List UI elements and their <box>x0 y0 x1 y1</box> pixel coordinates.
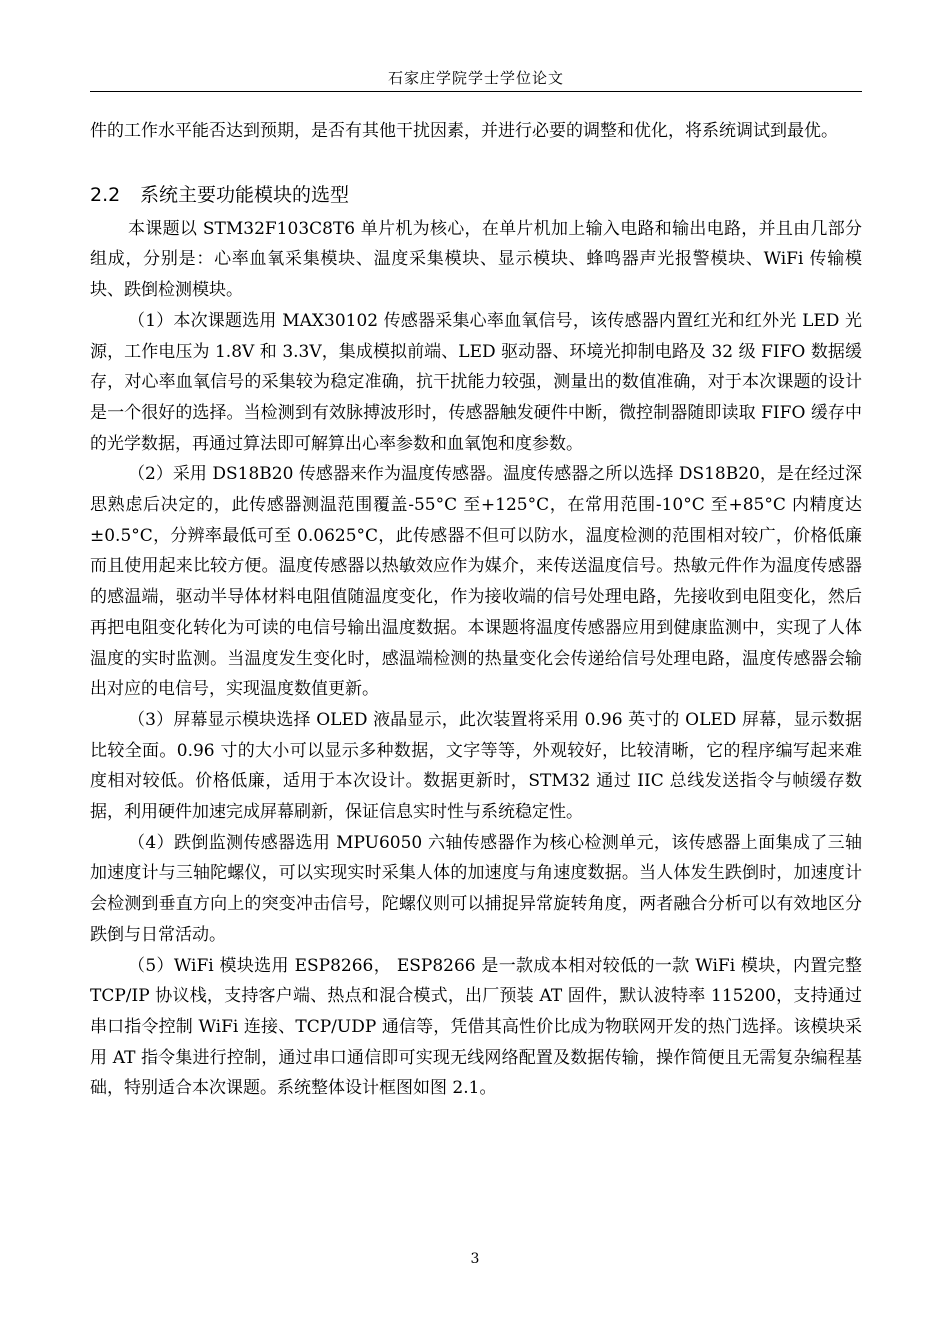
body-text <box>90 116 862 1104</box>
paragraph-intro: 本课题以 STM32F103C8T6 单片机为核心，在单片机加上输入电路和输出电路，并且由几部分组成，分别是：心率血氧采集模块、温度采集模块、显示模块、蜂鸣器声光报警模块、WiFi 传输模块、跌倒检测模块。 <box>90 218 862 301</box>
page-header-title: 石家庄学院学士学位论文 <box>387 69 564 87</box>
paragraph-oled: （3）屏幕显示模块选择 OLED 液晶显示，此次装置将采用 0.96 英寸的 OLED 屏幕，显示数据比较全面。0.96 寸的大小可以显示多种数据，文字等等，外观较好，比较清晰，它的程序编写起来难度相对较低。价格低廉，适用于本次设计。数据更新时，STM32 通过 IIC 总线发送指令与帧缓存数据，利用硬件加速完成屏幕刷新，保证信息实时性与系统稳定性。 <box>90 709 862 823</box>
header-rule <box>90 91 862 92</box>
paragraph-mpu6050: （4）跌倒监测传感器选用 MPU6050 六轴传感器作为核心检测单元，该传感器上面集成了三轴加速度计与三轴陀螺仪，可以实现实时采集人体的加速度与角速度数据。当人体发生跌倒时，加速度计会检测到垂直方向上的突变冲击信号，陀螺仪则可以捕捉异常旋转角度，两者融合分析可以有效地区分跌倒与日常活动。 <box>90 832 862 945</box>
section-number: 2.2 <box>90 183 121 206</box>
page-number: 3 <box>470 1251 480 1267</box>
section-heading <box>90 180 862 210</box>
paragraph-esp8266: （5）WiFi 模块选用 ESP8266， ESP8266 是一款成本相对较低的一款 WiFi 模块，内置完整 TCP/IP 协议栈，支持客户端、热点和混合模式，出厂预装 AT 固件，默认波特率 115200，支持通过串口指令控制 WiFi 连接、TCP/UDP 通信等，凭借其高性价比成为物联网开发的热门选择。该模块采用 AT 指令集进行控制，通过串口通信即可实现无线网络配置及数据传输，操作简便且无需复杂编程基础，特别适合本次课题。系统整体设计框图如图 2.1。 <box>90 955 862 1099</box>
section-title: 系统主要功能模块的选型 <box>140 183 350 206</box>
paragraph-max30102: （1）本次课题选用 MAX30102 传感器采集心率血氧信号，该传感器内置红光和红外光 LED 光源，工作电压为 1.8V 和 3.3V，集成模拟前端、LED 驱动器、环境光抑制电路及 32 级 FIFO 数据缓存，对心率血氧信号的采集较为稳定准确，抗干扰能力较强，测量出的数值准确，对于本次课题的设计是一个很好的选择。当检测到有效脉搏波形时，传感器触发硬件中断，微控制器随即读取 FIFO 缓存中的光学数据，再通过算法即可解算出心率参数和血氧饱和度参数。 <box>90 310 862 454</box>
continuation-paragraph: 件的工作水平能否达到预期，是否有其他干扰因素，并进行必要的调整和优化，将系统调试到最优。 <box>90 121 838 141</box>
paragraph-ds18b20: （2）采用 DS18B20 传感器来作为温度传感器。温度传感器之所以选择 DS18B20，是在经过深思熟虑后决定的，此传感器测温范围覆盖-55°C 至+125°C，在常用范围-10°C 至+85°C 内精度达±0.5°C，分辨率最低可至 0.0625°C，此传感器不但可以防水，温度检测的范围相对较广，价格低廉而且使用起来比较方便。温度传感器以热敏效应作为媒介，来传送温度信号。热敏元件作为温度传感器的感温端，驱动半导体材料电阻值随温度变化，作为接收端的信号处理电路，先接收到电阻变化，然后再把电阻变化转化为可读的电信号输出温度数据。本课题将温度传感器应用到健康监测中，实现了人体温度的实时监测。当温度发生变化时，感温端检测的热量变化会传递给信号处理电路，温度传感器会输出对应的电信号，实现温度数值更新。 <box>90 464 862 700</box>
